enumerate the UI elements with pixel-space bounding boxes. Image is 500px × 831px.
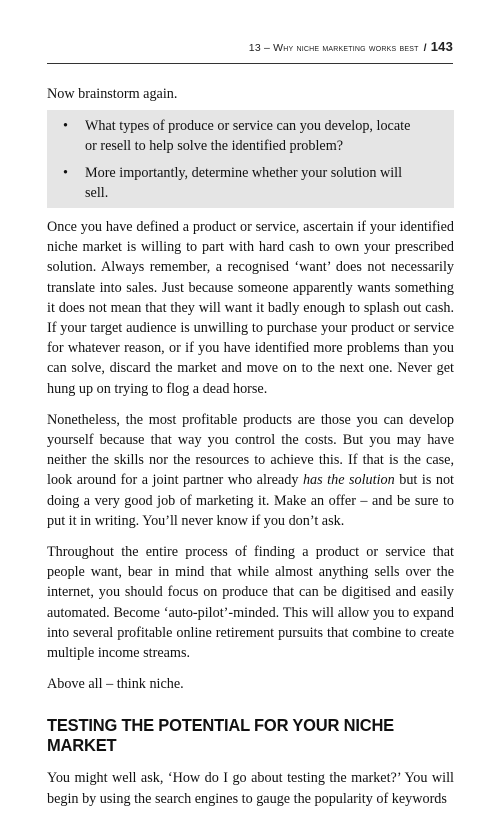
section-heading: TESTING THE POTENTIAL FOR YOUR NICHE MARKET	[47, 716, 394, 756]
page-number: 143	[430, 39, 453, 54]
chapter-title: 13 – Why niche marketing works best	[248, 42, 419, 54]
body-paragraph: Above all – think niche.	[47, 676, 184, 693]
callout-list	[57, 116, 444, 203]
body-paragraph: You might well ask, ‘How do I go about testing the market?’ You will begin by using the search engines to gauge the popularity of keywords	[47, 770, 454, 807]
bullet-icon: •	[63, 118, 68, 135]
header-separator: /	[423, 42, 427, 54]
callout-item-text: More importantly, determine whether your solution will sell.	[85, 164, 403, 201]
paragraph-text: Nonetheless, the most profitable products are those you can develop yourself because that way you control the costs. But you may have neither the skills nor the resources to achieve this. If that is the case, look around for a joint partner who already	[47, 411, 454, 489]
body-paragraph	[47, 410, 454, 531]
bullet-icon: •	[63, 164, 68, 181]
body-paragraph: Throughout the entire process of finding a product or service that people want, bear in mind that while almost anything sells over the internet, you should focus on produce that can be digitised and easily automated. Become ‘auto-pilot’-minded. This will allow you to expand into several profitable online retirement pursuits that combine to create multiple income streams.	[47, 544, 454, 662]
callout-item	[57, 116, 444, 156]
callout-item	[57, 163, 444, 203]
callout-item-text: What types of produce or service can you develop, locate or resell to help solve the identified problem?	[85, 118, 411, 155]
intro-line: Now brainstorm again.	[47, 86, 178, 102]
shaded-callout-box	[47, 110, 454, 208]
header-rule	[47, 63, 453, 64]
body-paragraph: Once you have defined a product or service, ascertain if your identified niche market is willing to part with hard cash to own your prescribed solution. Always remember, a recognised ‘want’ does not necessarily translate into sales. Just because someone apparently wants something it does not mean that they will want it badly enough to splash out cash. If your target audience is unwilling to purchase your product or service for whatever reason, or if you have identified more problems than you can solve, discard the market and move on to the next one. Never get hung up on trying to flog a dead horse.	[47, 219, 454, 397]
emphasized-text: has the solution	[302, 472, 395, 489]
running-header	[47, 39, 453, 61]
page-body	[47, 84, 454, 820]
paragraph-text: but is not doing a very good job of marketing it. Make an offer – and be sure to put it in writing. You’ll never know if you don’t ask.	[47, 472, 454, 529]
